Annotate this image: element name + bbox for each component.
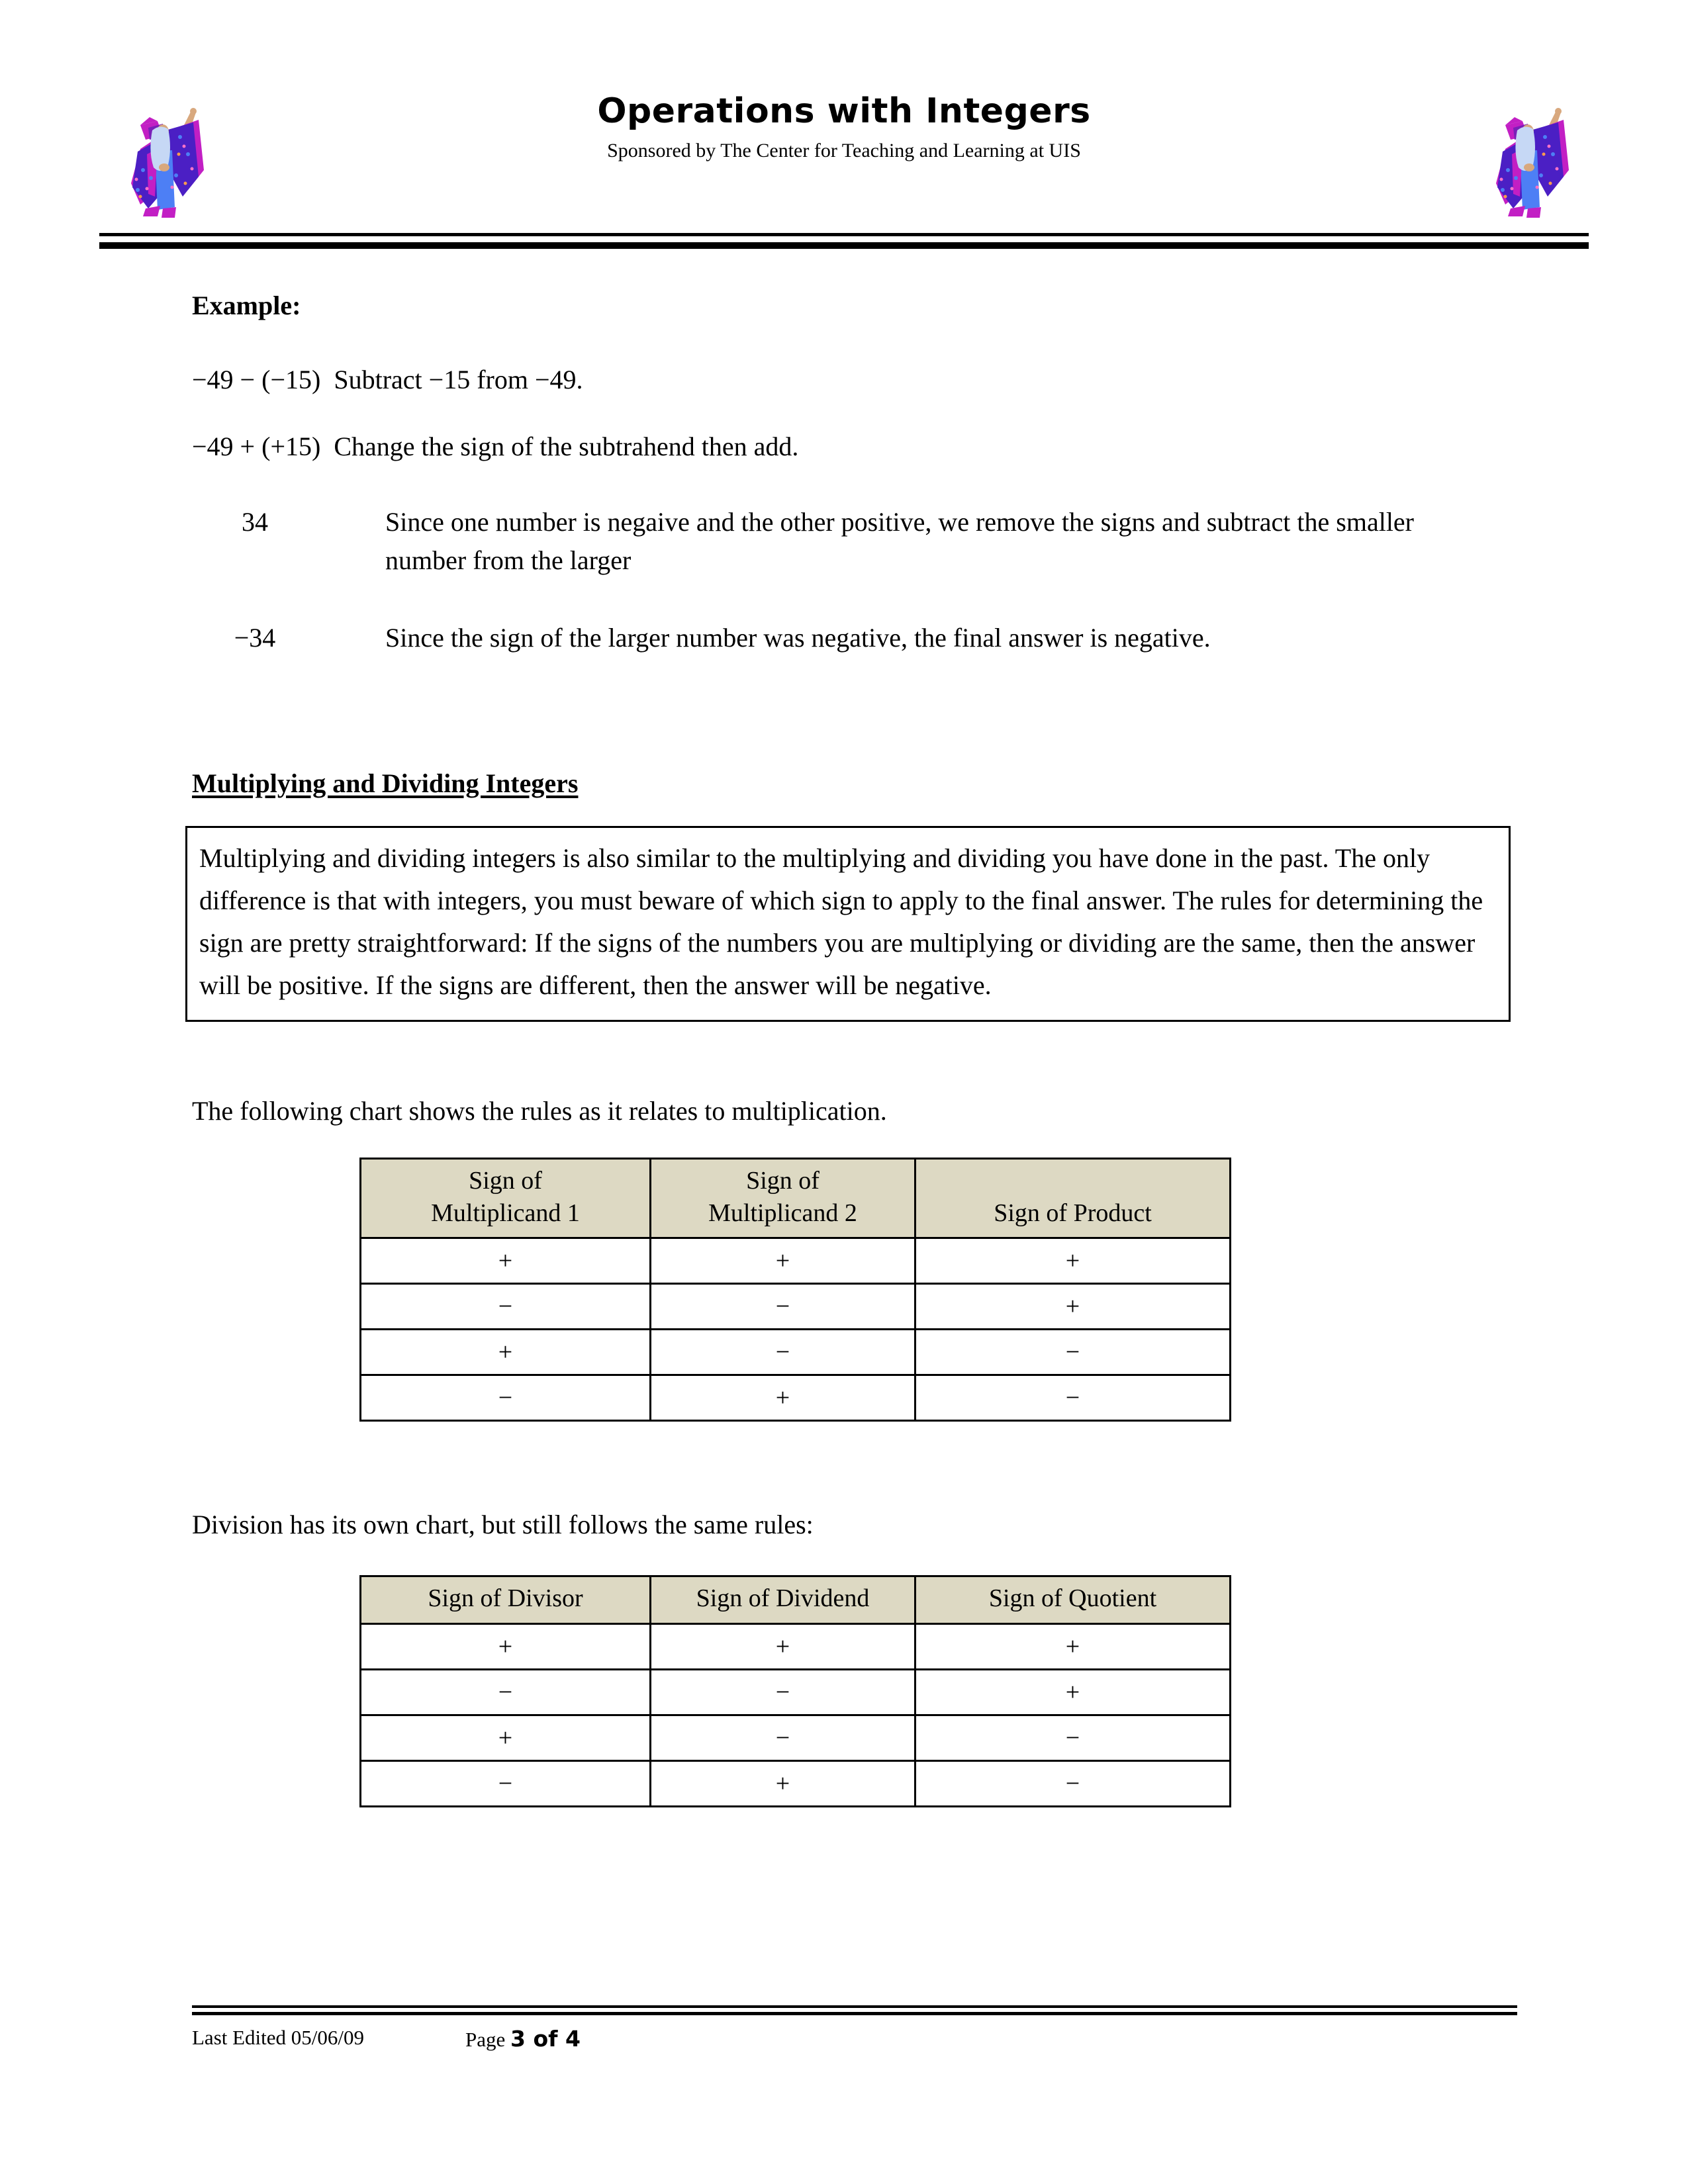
header-line-1 xyxy=(920,1165,1225,1197)
example-line-2-expression: −49 + (+15) xyxy=(192,432,321,461)
example-line-1-expression: −49 − (−15) xyxy=(192,365,321,394)
table-header-row xyxy=(361,1576,1231,1624)
header-divider-thick-line xyxy=(99,242,1589,249)
table-cell: + xyxy=(361,1623,651,1669)
division-chart-lead-text: Division has its own chart, but still follows the same rules: xyxy=(192,1510,814,1539)
table-cell: + xyxy=(651,1375,915,1421)
table-cell: + xyxy=(651,1760,915,1806)
example-label: Example: xyxy=(192,291,301,320)
division-header-cell-2 xyxy=(651,1576,915,1624)
table-row xyxy=(361,1238,1231,1284)
table-cell: + xyxy=(361,1715,651,1760)
division-header-cell-1 xyxy=(361,1576,651,1624)
example-step-2-text: Since the sign of the larger number was negative, the final answer is negative. xyxy=(385,623,1211,653)
table-cell: + xyxy=(361,1238,651,1284)
example-line-2 xyxy=(192,428,798,466)
table-cell: − xyxy=(915,1715,1231,1760)
table-cell: − xyxy=(361,1284,651,1330)
page-header xyxy=(0,0,1688,251)
footer-page-word: Page xyxy=(465,2028,511,2051)
header-divider-gap xyxy=(99,236,1589,242)
header-title-block xyxy=(351,93,1337,161)
table-cell: + xyxy=(651,1238,915,1284)
table-row xyxy=(361,1330,1231,1375)
footer-page-number: 3 of 4 xyxy=(510,2026,581,2052)
example-line-2-text: Change the sign of the subtrahend then add. xyxy=(334,432,799,461)
table-cell: − xyxy=(651,1669,915,1715)
table-row xyxy=(361,1715,1231,1760)
example-line-1 xyxy=(192,361,583,399)
header-line-2: Sign of Product xyxy=(994,1199,1152,1227)
table-cell: − xyxy=(361,1375,651,1421)
table-cell: − xyxy=(915,1760,1231,1806)
division-header-cell-3 xyxy=(915,1576,1231,1624)
table-header-row xyxy=(361,1159,1231,1238)
header-line-2: Multiplicand 1 xyxy=(431,1199,580,1227)
header-line-1: Sign of xyxy=(469,1167,542,1195)
division-table-body xyxy=(361,1623,1231,1806)
table-cell: + xyxy=(915,1623,1231,1669)
example-step-1-text: Since one number is negaive and the other positive, we remove the signs and subtract the smaller number from the larger xyxy=(385,507,1415,575)
table-row xyxy=(361,1284,1231,1330)
document-subtitle: Sponsored by The Center for Teaching and Learning at UIS xyxy=(607,140,1081,162)
table-cell: + xyxy=(915,1284,1231,1330)
table-cell: + xyxy=(651,1623,915,1669)
table-cell: + xyxy=(361,1330,651,1375)
table-row xyxy=(361,1623,1231,1669)
page-footer xyxy=(192,2005,1517,2063)
division-table-header xyxy=(361,1576,1231,1624)
wizard-clipart-icon-right xyxy=(1476,91,1575,233)
example-line-1-text: Subtract −15 from −49. xyxy=(334,365,583,394)
table-cell: − xyxy=(915,1375,1231,1421)
wizard-clipart-icon-left xyxy=(111,91,211,233)
table-cell: − xyxy=(915,1330,1231,1375)
table-cell: + xyxy=(915,1238,1231,1284)
document-title: Operations with Integers xyxy=(597,91,1091,131)
info-box xyxy=(185,826,1511,1022)
multiplication-header-cell-1 xyxy=(361,1159,651,1238)
header-line-1: Sign of xyxy=(746,1167,820,1195)
table-row xyxy=(361,1669,1231,1715)
table-cell: + xyxy=(915,1669,1231,1715)
footer-divider-thick-line xyxy=(192,2012,1517,2015)
header-divider xyxy=(99,233,1589,249)
multiplication-table-header xyxy=(361,1159,1231,1238)
multiplication-sign-table xyxy=(359,1158,1231,1422)
table-cell: − xyxy=(651,1330,915,1375)
table-cell: − xyxy=(651,1284,915,1330)
multiplication-header-cell-2 xyxy=(651,1159,915,1238)
multiplication-header-cell-3 xyxy=(915,1159,1231,1238)
header-line-2: Sign of Divisor xyxy=(428,1584,583,1612)
table-row xyxy=(361,1375,1231,1421)
footer-row xyxy=(192,2026,1517,2063)
header-line-2: Sign of Quotient xyxy=(988,1584,1157,1612)
section-heading-multiplying-dividing: Multiplying and Dividing Integers xyxy=(192,768,579,798)
header-line-2: Sign of Dividend xyxy=(696,1584,870,1612)
footer-last-edited: Last Edited 05/06/09 xyxy=(192,2026,365,2049)
table-cell: − xyxy=(361,1669,651,1715)
division-sign-table xyxy=(359,1575,1231,1807)
example-step-2-value: −34 xyxy=(234,623,276,653)
multiplication-chart-lead-text: The following chart shows the rules as it relates to multiplication. xyxy=(192,1096,887,1126)
info-box-paragraph: Multiplying and dividing integers is also similar to the multiplying and dividing you have done in the past. The only difference is that with integers, you must beware of which sign to apply to the final answer. The rules for determining the sign are pretty straightforward: If the signs of the numbers you are multiplying or dividing are the same, then the answer will be positive. If the signs are different, then the answer will be negative. xyxy=(199,843,1483,1000)
multiplication-table-body xyxy=(361,1238,1231,1421)
table-cell: − xyxy=(651,1715,915,1760)
header-line-2: Multiplicand 2 xyxy=(708,1199,857,1227)
example-step-1-value: 34 xyxy=(242,507,268,537)
table-cell: − xyxy=(361,1760,651,1806)
table-row xyxy=(361,1760,1231,1806)
footer-page-indicator xyxy=(192,2026,854,2052)
